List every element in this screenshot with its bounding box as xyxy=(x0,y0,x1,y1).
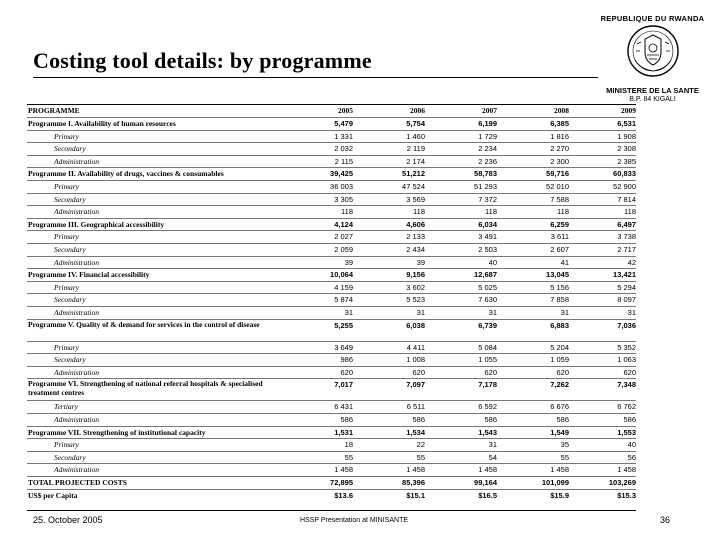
table-cell: 56 xyxy=(627,452,636,462)
table-cell: 5 294 xyxy=(617,282,636,292)
table-cell: 31 xyxy=(488,308,497,317)
table-cell: 5 352 xyxy=(617,342,636,352)
table-cell: 5,255 xyxy=(334,320,353,330)
row-programme-label: Programme I. Availability of human resources xyxy=(28,119,176,128)
table-cell: 3 649 xyxy=(334,342,353,352)
table-cell: 2 234 xyxy=(478,144,497,154)
row-sublabel: Primary xyxy=(54,440,79,450)
table-cell: 10,064 xyxy=(330,270,353,280)
table-cell: 31 xyxy=(488,440,497,450)
row-sublabel: Primary xyxy=(54,131,79,141)
table-cell: 55 xyxy=(416,452,425,462)
table-cell: 72,895 xyxy=(330,478,353,487)
table-cell: 41 xyxy=(560,257,569,267)
table-cell: 118 xyxy=(485,207,497,217)
column-header-2006: 2006 xyxy=(410,106,425,115)
table-cell: 35 xyxy=(560,440,569,450)
table-cell: 1,534 xyxy=(406,427,425,437)
table-cell: 39 xyxy=(416,257,425,267)
table-cell: 1 063 xyxy=(617,355,636,365)
table-cell: 40 xyxy=(488,257,497,267)
table-header-row xyxy=(27,105,636,117)
table-cell: 6 592 xyxy=(478,402,497,412)
table-cell: 40 xyxy=(627,440,636,450)
row-sublabel: Secondary xyxy=(54,194,86,204)
table-cell: 5 025 xyxy=(478,282,497,292)
row-sublabel: Administration xyxy=(54,207,100,217)
row-sublabel: Administration xyxy=(54,156,100,166)
table-cell: 5 084 xyxy=(478,342,497,352)
table-cell: 1 729 xyxy=(478,131,497,141)
table-cell: 7 588 xyxy=(550,194,569,204)
footer-rule xyxy=(27,510,636,511)
table-cell: 54 xyxy=(488,452,497,462)
table-cell: 22 xyxy=(416,440,425,450)
table-cell: 620 xyxy=(556,367,569,377)
table-cell: 620 xyxy=(484,367,497,377)
table-cell: 586 xyxy=(623,415,636,424)
table-cell: 42 xyxy=(627,257,636,267)
table-cell: 2 300 xyxy=(550,156,569,166)
table-row xyxy=(27,490,636,503)
column-header-2007: 2007 xyxy=(482,106,497,115)
ministry-name: MINISTERE DE LA SANTE xyxy=(606,86,699,95)
table-cell: 55 xyxy=(560,452,569,462)
table-cell: 1 458 xyxy=(478,465,497,475)
table-cell: 1,553 xyxy=(617,427,636,437)
table-cell: 13,421 xyxy=(613,270,636,280)
table-cell: 58,783 xyxy=(474,169,497,179)
table-cell: 586 xyxy=(556,415,569,424)
table-cell: 3 491 xyxy=(478,232,497,242)
table-cell: 2 308 xyxy=(617,144,636,154)
table-cell: 3 602 xyxy=(406,282,425,292)
row-sublabel: Administration xyxy=(54,465,100,475)
table-cell: 118 xyxy=(557,207,569,217)
table-cell: 6,883 xyxy=(550,320,569,330)
table-cell: 1 908 xyxy=(617,131,636,141)
table-cell: 118 xyxy=(341,207,353,217)
row-sublabel: Primary xyxy=(54,282,79,292)
row-programme-label: US$ per Capita xyxy=(28,490,78,500)
footer-date: 25. October 2005 xyxy=(33,515,103,525)
table-cell: 1 460 xyxy=(406,131,425,141)
row-programme-label: Programme V. Quality of & demand for services in the control of disease xyxy=(28,319,260,329)
table-cell: $15.1 xyxy=(406,490,425,500)
table-cell: 6 431 xyxy=(334,402,353,412)
row-sublabel: Tertiary xyxy=(54,402,78,412)
table-cell: 3 305 xyxy=(334,194,353,204)
page-number: 36 xyxy=(660,515,671,525)
table-cell: 1 458 xyxy=(550,465,569,475)
table-cell: 2 174 xyxy=(406,156,425,166)
table-cell: 4 411 xyxy=(406,342,425,352)
table-cell: 85,396 xyxy=(402,478,425,487)
column-header-2005: 2005 xyxy=(338,106,353,115)
table-cell: 4 159 xyxy=(334,282,353,292)
table-cell: 2 385 xyxy=(617,156,636,166)
row-sublabel: Administration xyxy=(54,415,100,424)
table-cell: 2 236 xyxy=(478,156,497,166)
table-cell: 7 630 xyxy=(478,295,497,305)
row-sublabel: Secondary xyxy=(54,452,86,462)
ministry-address: B.P. 84 KIGALI xyxy=(629,96,676,103)
table-cell: 4,124 xyxy=(334,219,353,229)
table-cell: 586 xyxy=(412,415,425,424)
row-programme-label: Programme II. Availability of drugs, vaccines & consumables xyxy=(28,169,224,179)
table-cell: 60,833 xyxy=(613,169,636,179)
footer-presentation-title: HSSP Presentation at MINISANTE xyxy=(300,517,409,524)
table-cell: 1 816 xyxy=(550,131,569,141)
table-cell: 2 115 xyxy=(334,156,353,166)
row-programme-label: Programme VII. Strengthening of institutional capacity xyxy=(28,427,206,437)
row-sublabel: Secondary xyxy=(54,355,86,365)
table-cell: 620 xyxy=(340,367,353,377)
table-cell: 31 xyxy=(627,308,636,317)
table-cell: 620 xyxy=(623,367,636,377)
table-cell: 51 293 xyxy=(474,182,497,191)
table-cell: 1 331 xyxy=(334,131,353,141)
row-programme-label: TOTAL PROJECTED COSTS xyxy=(28,478,127,487)
table-cell: 5 156 xyxy=(550,282,569,292)
table-cell: 2 503 xyxy=(478,245,497,254)
table-cell: 1 055 xyxy=(478,355,497,365)
table-cell: 7,036 xyxy=(617,320,636,330)
table-cell: 6,739 xyxy=(478,320,497,330)
table-cell: 5 204 xyxy=(550,342,569,352)
table-cell: 6 676 xyxy=(550,402,569,412)
table-cell: 5 874 xyxy=(334,295,353,305)
table-cell: 39 xyxy=(344,257,353,267)
table-cell: $15.3 xyxy=(617,490,636,500)
table-cell: 6,038 xyxy=(406,320,425,330)
row-sublabel: Primary xyxy=(54,342,79,352)
table-cell: 7,097 xyxy=(406,380,425,390)
table-cell: $13.6 xyxy=(334,490,353,500)
table-cell: 103,269 xyxy=(608,478,636,487)
table-cell: $16.5 xyxy=(478,490,497,500)
table-cell: 7 372 xyxy=(478,194,497,204)
table-cell: 52 900 xyxy=(613,182,636,191)
table-cell: 1 059 xyxy=(550,355,569,365)
table-cell: 7,178 xyxy=(478,380,497,390)
table-cell: 7,017 xyxy=(334,380,353,390)
row-sublabel: Administration xyxy=(54,367,100,377)
column-header-programme: PROGRAMME xyxy=(28,106,80,115)
table-cell: 3 611 xyxy=(550,232,569,242)
row-sublabel: Primary xyxy=(54,182,79,191)
republic-heading: REPUBLIQUE DU RWANDA xyxy=(600,14,705,23)
table-cell: 2 059 xyxy=(334,245,353,254)
ministry-heading xyxy=(590,86,715,104)
table-cell: 6,034 xyxy=(478,219,497,229)
table-cell: 2 133 xyxy=(406,232,425,242)
table-cell: 101,099 xyxy=(541,478,569,487)
table-cell: 2 270 xyxy=(550,144,569,154)
table-cell: 55 xyxy=(344,452,353,462)
table-cell: 118 xyxy=(624,207,636,217)
table-cell: 99,164 xyxy=(474,478,497,487)
row-programme-label: Programme III. Geographical accessibility xyxy=(28,219,165,229)
page-title: Costing tool details: by programme xyxy=(33,48,372,73)
table-cell: 2 717 xyxy=(617,245,636,254)
row-sublabel: Secondary xyxy=(54,144,86,154)
table-cell: 47 524 xyxy=(402,182,425,191)
table-cell: 586 xyxy=(340,415,353,424)
table-cell: 6,199 xyxy=(478,119,497,128)
table-cell: 4,606 xyxy=(406,219,425,229)
table-cell: 51,212 xyxy=(402,169,425,179)
table-cell: 1,531 xyxy=(334,427,353,437)
table-cell: 3 569 xyxy=(406,194,425,204)
table-cell: 5,479 xyxy=(334,119,353,128)
table-cell: 18 xyxy=(344,440,353,450)
table-cell: 12,687 xyxy=(474,270,497,280)
table-cell: 2 119 xyxy=(406,144,425,154)
table-cell: 6,385 xyxy=(550,119,569,128)
table-cell: 2 027 xyxy=(334,232,353,242)
table-cell: 5,754 xyxy=(406,119,425,128)
table-cell: 8 097 xyxy=(617,295,636,305)
table-cell: 13,045 xyxy=(546,270,569,280)
row-sublabel: Administration xyxy=(54,257,100,267)
table-cell: 6,259 xyxy=(550,219,569,229)
table-cell: 586 xyxy=(484,415,497,424)
table-cell: 1 458 xyxy=(334,465,353,475)
table-cell: 1 008 xyxy=(406,355,425,365)
table-cell: 52 010 xyxy=(546,182,569,191)
table-cell: 3 738 xyxy=(617,232,636,242)
column-header-2009: 2009 xyxy=(621,106,636,115)
table-cell: 36 003 xyxy=(330,182,353,191)
table-cell: 5 523 xyxy=(406,295,425,305)
table-cell: 59,716 xyxy=(546,169,569,179)
table-cell: 1,543 xyxy=(478,427,497,437)
row-programme-label: Programme VI. Strengthening of national referral hospitals & specialised treatment centres xyxy=(28,379,263,398)
row-programme-label: Programme IV. Financial accessibility xyxy=(28,270,150,280)
table-cell: 31 xyxy=(560,308,569,317)
table-cell: 1 458 xyxy=(617,465,636,475)
coat-of-arms-seal xyxy=(626,24,680,78)
table-cell: $15.9 xyxy=(550,490,569,500)
table-cell: 7 858 xyxy=(550,295,569,305)
table-cell: 9,156 xyxy=(406,270,425,280)
row-sublabel: Secondary xyxy=(54,245,86,254)
table-row xyxy=(27,379,636,401)
table-cell: 31 xyxy=(344,308,353,317)
table-cell: 6,497 xyxy=(617,219,636,229)
title-underline xyxy=(33,77,598,78)
table-cell: 620 xyxy=(412,367,425,377)
table-cell: 7 814 xyxy=(617,194,636,204)
row-sublabel: Primary xyxy=(54,232,79,242)
table-cell: 7,348 xyxy=(617,380,636,390)
table-cell: 6,531 xyxy=(617,119,636,128)
table-cell: 2 434 xyxy=(406,245,425,254)
table-cell: 7,262 xyxy=(550,380,569,390)
table-cell: 6 511 xyxy=(406,402,425,412)
table-cell: 2 607 xyxy=(550,245,569,254)
table-cell: 1 458 xyxy=(406,465,425,475)
table-row xyxy=(27,320,636,342)
table-cell: 39,425 xyxy=(330,169,353,179)
table-cell: 6 762 xyxy=(617,402,636,412)
row-sublabel: Administration xyxy=(54,308,100,317)
table-cell: 986 xyxy=(340,355,353,365)
table-cell: 1,549 xyxy=(550,427,569,437)
table-cell: 2 032 xyxy=(334,144,353,154)
table-cell: 31 xyxy=(416,308,425,317)
column-header-2008: 2008 xyxy=(554,106,569,115)
table-cell: 118 xyxy=(413,207,425,217)
row-sublabel: Secondary xyxy=(54,295,86,305)
